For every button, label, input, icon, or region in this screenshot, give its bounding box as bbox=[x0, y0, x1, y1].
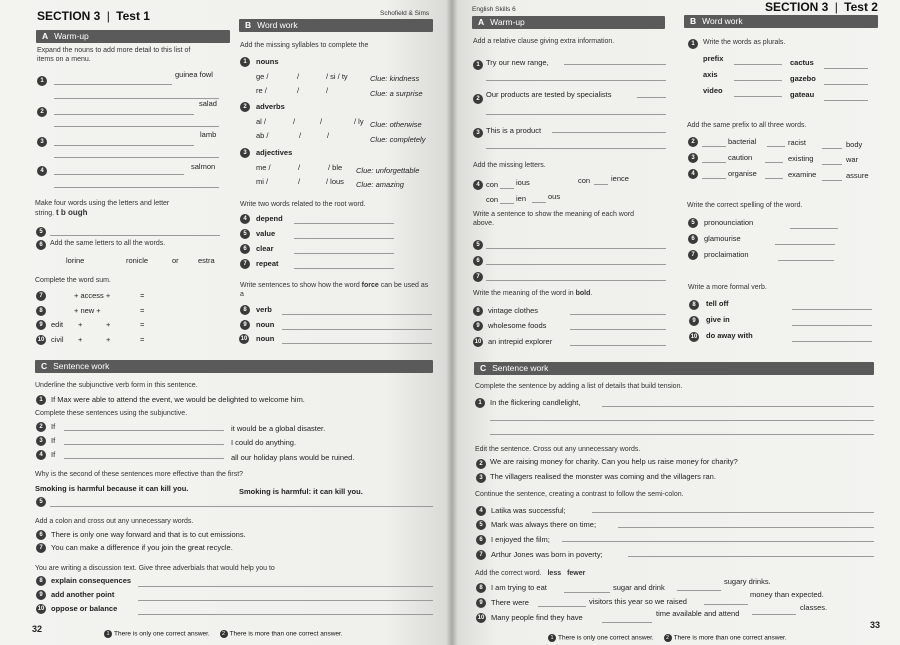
answer-line[interactable] bbox=[822, 164, 842, 165]
question-number: 6 bbox=[688, 234, 698, 244]
clue: Clue: kindness bbox=[370, 74, 420, 83]
answer-line[interactable] bbox=[532, 202, 546, 203]
clause-stem: This is a product bbox=[486, 126, 542, 135]
answer-line[interactable] bbox=[564, 592, 610, 593]
example-sentence: Smoking is harmful because it can kill you. bbox=[35, 484, 189, 493]
question-number: 10 bbox=[37, 606, 45, 612]
answer-line[interactable] bbox=[54, 114, 194, 115]
sentence-part: classes. bbox=[800, 603, 828, 612]
sentence-end: all our holiday plans would be ruined. bbox=[231, 453, 355, 462]
contrast-instruction: Continue the sentence, creating a contrast to follow the semi-colon. bbox=[475, 491, 684, 498]
syllable: / bbox=[298, 177, 301, 186]
clause-stem: Our products are tested by specialists bbox=[486, 90, 612, 99]
example-sentence: Smoking is harmful: it can kill you. bbox=[239, 487, 363, 496]
answer-line[interactable] bbox=[734, 64, 782, 65]
question-number: 2 bbox=[473, 94, 483, 104]
question-number: 4 bbox=[688, 169, 698, 179]
category-label: nouns bbox=[256, 57, 279, 66]
question-number: 3 bbox=[688, 153, 698, 163]
question-number: 7 bbox=[240, 259, 250, 269]
syllable: / bbox=[299, 131, 302, 140]
answer-line[interactable] bbox=[824, 68, 868, 69]
question-number: 2 bbox=[37, 107, 47, 117]
edit-sentence[interactable]: We are raising money for charity. Can you help us raise money for charity? bbox=[490, 457, 738, 466]
bold-phrase: wholesome foods bbox=[488, 321, 547, 330]
answer-line[interactable] bbox=[64, 430, 224, 431]
syllable: al / bbox=[256, 117, 267, 126]
question-number: 3 bbox=[37, 137, 47, 147]
answer-line[interactable] bbox=[486, 248, 666, 249]
plural-word: cactus bbox=[790, 58, 814, 67]
syllable: / lous bbox=[326, 177, 344, 186]
prefix-word: examine bbox=[788, 170, 817, 179]
answer-line[interactable] bbox=[538, 606, 586, 607]
word-part: con bbox=[578, 176, 591, 185]
edit-sentence[interactable]: The villagers realised the monster was coming and the villagers ran. bbox=[490, 472, 716, 481]
adverbial-purpose: oppose or balance bbox=[51, 604, 118, 613]
answer-line[interactable] bbox=[564, 64, 666, 65]
question-number: 9 bbox=[240, 320, 250, 330]
answer-line[interactable] bbox=[677, 590, 721, 591]
question-number: 9 bbox=[476, 598, 486, 608]
question-number: 8 bbox=[36, 576, 46, 586]
question-number: 9 bbox=[36, 590, 46, 600]
formal-instruction: Write a more formal verb. bbox=[688, 284, 767, 291]
question-number: 1 bbox=[475, 398, 485, 408]
menu-item: salad bbox=[199, 99, 217, 108]
word-part: con bbox=[486, 180, 499, 189]
question-number: 1 bbox=[36, 395, 46, 405]
word-choice-instruction: Add the correct word. less fewer bbox=[475, 570, 586, 577]
answer-line[interactable] bbox=[500, 188, 514, 189]
warmup-bar: A Warm-up bbox=[472, 16, 665, 29]
plural-word: axis bbox=[703, 70, 718, 79]
multi-answer-icon: 2 bbox=[664, 634, 672, 642]
sentence-end: it would be a global disaster. bbox=[231, 424, 326, 433]
question-number: 6 bbox=[36, 530, 46, 540]
clue: Clue: amazing bbox=[356, 180, 404, 189]
answer-line[interactable] bbox=[138, 600, 433, 601]
plural-word: video bbox=[703, 86, 723, 95]
answer-line[interactable] bbox=[552, 132, 666, 133]
sentence-part: I am trying to eat bbox=[491, 583, 547, 592]
answer-line[interactable] bbox=[294, 253, 394, 254]
one-answer-icon: 1 bbox=[104, 630, 112, 638]
answer-line[interactable] bbox=[824, 100, 868, 101]
prefix-word: caution bbox=[728, 153, 753, 162]
syllable: / bbox=[320, 117, 323, 126]
question-number: 10 bbox=[474, 339, 482, 345]
sentence-part: sugar and drink bbox=[613, 583, 665, 592]
informal-verb: give in bbox=[706, 315, 730, 324]
answer-line[interactable] bbox=[562, 541, 874, 542]
question-number: 7 bbox=[36, 291, 46, 301]
misspelled-word: pronounciation bbox=[704, 218, 754, 227]
contrast-stem: Arthur Jones was born in poverty; bbox=[491, 550, 603, 559]
syllable: ge / bbox=[256, 72, 269, 81]
syllable: re / bbox=[256, 86, 267, 95]
if-word: If bbox=[51, 450, 56, 459]
answer-line[interactable] bbox=[824, 84, 868, 85]
answer-line[interactable] bbox=[628, 556, 874, 557]
plural-word: prefix bbox=[703, 54, 724, 63]
sentence-part: Many people find they have bbox=[491, 613, 583, 622]
answer-line[interactable] bbox=[778, 260, 834, 261]
word-part: ience bbox=[611, 174, 629, 183]
book-title: English Skills 6 bbox=[472, 6, 516, 13]
tension-instruction: Complete the sentence by adding a list of details that build tension. bbox=[475, 383, 683, 390]
informal-verb: do away with bbox=[706, 331, 753, 340]
word-sum-root: edit bbox=[51, 320, 64, 329]
answer-line[interactable] bbox=[138, 586, 433, 587]
root-word: clear bbox=[256, 244, 274, 253]
answer-line[interactable] bbox=[702, 162, 726, 163]
sentence-bar: C Sentence work bbox=[35, 360, 433, 373]
question-number: 7 bbox=[473, 272, 483, 282]
syllable: / si / ty bbox=[326, 72, 348, 81]
word-fragment: or bbox=[172, 256, 179, 265]
answer-line[interactable] bbox=[618, 527, 874, 528]
question-number: 10 bbox=[240, 336, 248, 342]
colon-sentence[interactable]: You can make a difference if you join the great recycle. bbox=[51, 543, 233, 552]
misspelled-word: proclaimation bbox=[704, 250, 749, 259]
edit-instruction: Edit the sentence. Cross out any unnecessary words. bbox=[475, 446, 641, 453]
answer-line[interactable] bbox=[54, 157, 219, 158]
answer-line[interactable] bbox=[602, 622, 652, 623]
question-number: 9 bbox=[473, 321, 483, 331]
colon-instruction: Add a colon and cross out any unnecessary words. bbox=[35, 518, 194, 525]
syllable: mi / bbox=[256, 177, 269, 186]
question-number: 3 bbox=[473, 128, 483, 138]
answer-line[interactable] bbox=[637, 97, 666, 98]
page-number: 32 bbox=[32, 624, 43, 634]
question-number: 8 bbox=[473, 306, 483, 316]
menu-item: salmon bbox=[191, 162, 216, 171]
discussion-instruction: You are writing a discussion text. Give three adverbials that would help you to bbox=[35, 565, 275, 572]
answer-line[interactable] bbox=[765, 178, 783, 179]
syllable: ab / bbox=[256, 131, 269, 140]
page-number: 33 bbox=[870, 620, 881, 630]
question-number: 4 bbox=[37, 166, 47, 176]
syllable: / bbox=[326, 86, 329, 95]
meaning-instruction: Write a sentence to show the meaning of each word above. bbox=[473, 211, 634, 227]
answer-line[interactable] bbox=[294, 238, 394, 239]
answer-line[interactable] bbox=[702, 146, 726, 147]
answer-line[interactable] bbox=[50, 235, 220, 236]
question-number: 2 bbox=[688, 137, 698, 147]
answer-line[interactable] bbox=[50, 506, 433, 507]
answer-line[interactable] bbox=[54, 126, 219, 127]
word-part: ious bbox=[516, 178, 530, 187]
answer-line[interactable] bbox=[54, 187, 219, 188]
root-word: value bbox=[256, 229, 276, 238]
word-sum-root: civil bbox=[51, 335, 64, 344]
author-label: Schofield & Sims bbox=[380, 10, 430, 17]
answer-line[interactable] bbox=[64, 444, 224, 445]
question-number: 9 bbox=[689, 316, 699, 326]
answer-line[interactable] bbox=[54, 98, 219, 99]
wordwork-bar: B Word work bbox=[239, 19, 433, 32]
answer-line[interactable] bbox=[570, 314, 666, 315]
question-number: 4 bbox=[476, 506, 486, 516]
syllable: me / bbox=[256, 163, 271, 172]
equals-sign: = bbox=[140, 320, 145, 329]
prefix-word: racist bbox=[788, 138, 806, 147]
question-number: 7 bbox=[476, 550, 486, 560]
question-number: 7 bbox=[36, 543, 46, 553]
answer-line[interactable] bbox=[490, 420, 874, 421]
warmup-instruction: Expand the nouns to add more detail to this list of items on a menu. bbox=[37, 47, 191, 63]
category-label: adjectives bbox=[256, 148, 293, 157]
answer-line[interactable] bbox=[486, 114, 666, 115]
plus-sign: + bbox=[78, 320, 83, 329]
question-number: 8 bbox=[240, 305, 250, 315]
question-number: 6 bbox=[476, 535, 486, 545]
relative-clause-instruction: Add a relative clause giving extra information. bbox=[473, 38, 615, 45]
answer-line[interactable] bbox=[822, 180, 842, 181]
syllable: / bbox=[297, 86, 300, 95]
force-instruction: Write sentences to show how the word force can be used as a bbox=[240, 282, 429, 298]
answer-line[interactable] bbox=[790, 228, 838, 229]
question-number: 10 bbox=[37, 337, 45, 343]
sentence-part: time available and attend bbox=[656, 609, 740, 618]
answer-line[interactable] bbox=[602, 406, 874, 407]
tension-stem: In the flickering candlelight, bbox=[490, 398, 581, 407]
answer-line[interactable] bbox=[64, 458, 224, 459]
prefix-word: existing bbox=[788, 154, 814, 163]
answer-line[interactable] bbox=[734, 80, 782, 81]
question-number: 1 bbox=[37, 76, 47, 86]
clue: Clue: completely bbox=[370, 135, 426, 144]
answer-line[interactable] bbox=[486, 80, 666, 81]
question-number: 5 bbox=[476, 520, 486, 530]
answer-line[interactable] bbox=[294, 223, 394, 224]
prefix-word: organise bbox=[728, 169, 757, 178]
prefix-word: assure bbox=[846, 171, 869, 180]
syllable: / bbox=[293, 117, 296, 126]
answer-line[interactable] bbox=[282, 329, 432, 330]
question-number: 3 bbox=[36, 436, 46, 446]
syllable: / ly bbox=[354, 117, 364, 126]
section-title: SECTION 3 | Test 2 bbox=[765, 0, 878, 14]
adverbial-purpose: add another point bbox=[51, 590, 115, 599]
question-number: 5 bbox=[473, 240, 483, 250]
question-number: 5 bbox=[36, 497, 46, 507]
prefix-word: body bbox=[846, 140, 863, 149]
missing-letters-instruction: Add the missing letters. bbox=[473, 162, 546, 169]
question-number: 2 bbox=[240, 102, 250, 112]
question-number: 5 bbox=[36, 227, 46, 237]
answer-line[interactable] bbox=[570, 329, 666, 330]
answer-line[interactable] bbox=[294, 268, 394, 269]
plural-word: gazebo bbox=[790, 74, 816, 83]
misspelled-word: glamourise bbox=[704, 234, 741, 243]
word-form: noun bbox=[256, 320, 275, 329]
answer-line[interactable] bbox=[54, 84, 172, 85]
word-fragment: lorine bbox=[66, 256, 85, 265]
question-number: 3 bbox=[476, 473, 486, 483]
informal-verb: tell off bbox=[706, 299, 729, 308]
equals-sign: = bbox=[140, 291, 145, 300]
if-word: If bbox=[51, 422, 56, 431]
plus-sign: + bbox=[78, 335, 83, 344]
contrast-stem: Mark was always there on time; bbox=[491, 520, 597, 529]
question-number: 4 bbox=[473, 180, 483, 190]
footer-key: 1 There is only one correct answer. 2 There is more than one correct answer. bbox=[104, 630, 343, 638]
word-sum: + access + bbox=[74, 291, 111, 300]
sentence-part: sugary drinks. bbox=[724, 577, 771, 586]
if-word: If bbox=[51, 436, 56, 445]
question-number: 1 bbox=[688, 39, 698, 49]
colon-sentence[interactable]: There is only one way forward and that is to cut emissions. bbox=[51, 530, 246, 539]
book-spine bbox=[446, 0, 458, 645]
answer-line[interactable] bbox=[282, 343, 432, 344]
root-word: repeat bbox=[256, 259, 279, 268]
word-part: ien bbox=[516, 194, 527, 203]
answer-line[interactable] bbox=[570, 345, 666, 346]
menu-item: guinea fowl bbox=[175, 70, 213, 79]
prefix-word: war bbox=[846, 155, 859, 164]
question-number: 6 bbox=[240, 244, 250, 254]
sentence-end: I could do anything. bbox=[231, 438, 297, 447]
sentence-bar: C Sentence work bbox=[474, 362, 874, 375]
syllable: / ble bbox=[328, 163, 343, 172]
answer-line[interactable] bbox=[702, 178, 726, 179]
clue: Clue: otherwise bbox=[370, 120, 422, 129]
one-answer-icon: 1 bbox=[548, 634, 556, 642]
question-number: 3 bbox=[240, 148, 250, 158]
plus-sign: + bbox=[106, 335, 111, 344]
answer-line[interactable] bbox=[490, 434, 874, 435]
clue: Clue: unforgettable bbox=[356, 166, 420, 175]
question-number: 1 bbox=[473, 60, 483, 70]
wordwork-bar: B Word work bbox=[684, 15, 878, 28]
letters-instruction: Make four words using the letters and letter string. t b ough bbox=[35, 200, 170, 217]
answer-line[interactable] bbox=[500, 203, 514, 204]
adverbial-purpose: explain consequences bbox=[51, 576, 132, 585]
section-title: SECTION 3 | Test 1 bbox=[37, 9, 150, 23]
root-instruction: Write two words related to the root word. bbox=[240, 201, 366, 208]
syllables-instruction: Add the missing syllables to complete the bbox=[240, 42, 369, 49]
answer-line[interactable] bbox=[54, 174, 184, 175]
question-number: 2 bbox=[36, 422, 46, 432]
word-part: ous bbox=[548, 192, 561, 201]
answer-line[interactable] bbox=[775, 244, 835, 245]
prefix-word: bacterial bbox=[728, 137, 757, 146]
answer-line[interactable] bbox=[792, 309, 872, 310]
answer-line[interactable] bbox=[734, 96, 782, 97]
syllable: / bbox=[297, 72, 300, 81]
question-number: 10 bbox=[690, 334, 698, 340]
contrast-stem: Latika was successful; bbox=[491, 506, 566, 515]
sentence-part: visitors this year so we raised bbox=[589, 597, 687, 606]
answer-line[interactable] bbox=[592, 512, 874, 513]
question-number: 4 bbox=[240, 214, 250, 224]
answer-line[interactable] bbox=[486, 148, 666, 149]
answer-line[interactable] bbox=[486, 280, 666, 281]
question-number: 9 bbox=[36, 320, 46, 330]
multi-answer-icon: 2 bbox=[220, 630, 228, 638]
question-number: 5 bbox=[240, 229, 250, 239]
why-instruction: Why is the second of these sentences more effective than the first? bbox=[35, 471, 244, 478]
root-word: depend bbox=[256, 214, 283, 223]
question-number: 5 bbox=[688, 218, 698, 228]
syllable: / bbox=[298, 163, 301, 172]
word-fragment: estra bbox=[198, 256, 215, 265]
word-sum: + new + bbox=[74, 306, 101, 315]
word-fragment: ronicle bbox=[126, 256, 149, 265]
answer-line[interactable] bbox=[282, 314, 432, 315]
answer-line[interactable] bbox=[486, 264, 666, 265]
answer-line[interactable] bbox=[752, 614, 796, 615]
equals-sign: = bbox=[140, 335, 145, 344]
question-number: 8 bbox=[476, 583, 486, 593]
plural-word: gateau bbox=[790, 90, 815, 99]
question-number: 1 bbox=[240, 57, 250, 67]
question-number: 6 bbox=[36, 240, 46, 250]
complete-instruction: Complete these sentences using the subjunctive. bbox=[35, 410, 188, 417]
answer-line[interactable] bbox=[792, 325, 872, 326]
right-page bbox=[452, 0, 900, 645]
plurals-instruction: Write the words as plurals. bbox=[703, 39, 786, 46]
question-number: 10 bbox=[477, 615, 485, 621]
category-label: adverbs bbox=[256, 102, 285, 111]
same-letters-instruction: Add the same letters to all the words. bbox=[50, 240, 166, 247]
answer-line[interactable] bbox=[765, 162, 783, 163]
contrast-stem: I enjoyed the film; bbox=[491, 535, 550, 544]
question-number: 6 bbox=[473, 256, 483, 266]
word-sum-instruction: Complete the word sum. bbox=[35, 277, 111, 284]
question-number: 8 bbox=[689, 300, 699, 310]
prefix-instruction: Add the same prefix to all three words. bbox=[687, 122, 807, 129]
equals-sign: = bbox=[140, 306, 145, 315]
subjunctive-sentence[interactable]: If Max were able to attend the event, we would be delighted to welcome him. bbox=[51, 395, 305, 404]
question-number: 4 bbox=[36, 450, 46, 460]
answer-line[interactable] bbox=[704, 604, 748, 605]
clause-stem: Try our new range, bbox=[486, 58, 549, 67]
bold-phrase: vintage clothes bbox=[488, 306, 539, 315]
question-number: 8 bbox=[36, 306, 46, 316]
clue: Clue: a surprise bbox=[370, 89, 423, 98]
menu-item: lamb bbox=[200, 130, 217, 139]
answer-line[interactable] bbox=[822, 148, 842, 149]
answer-line[interactable] bbox=[54, 145, 194, 146]
word-form: verb bbox=[256, 305, 272, 314]
answer-line[interactable] bbox=[594, 184, 608, 185]
syllable: / bbox=[327, 131, 330, 140]
footer-key: 1 There is only one correct answer. 2 There is more than one correct answer. bbox=[548, 634, 787, 642]
question-number: 7 bbox=[688, 250, 698, 260]
bold-phrase: an intrepid explorer bbox=[488, 337, 553, 346]
word-part: con bbox=[486, 195, 499, 204]
subjunctive-instruction: Underline the subjunctive verb form in this sentence. bbox=[35, 382, 198, 389]
answer-line[interactable] bbox=[138, 614, 433, 615]
question-number: 2 bbox=[476, 459, 486, 469]
answer-line[interactable] bbox=[792, 341, 872, 342]
sentence-part: money than expected. bbox=[750, 590, 824, 599]
bold-meaning-instruction: Write the meaning of the word in bold. bbox=[473, 290, 593, 297]
spelling-instruction: Write the correct spelling of the word. bbox=[687, 202, 803, 209]
word-form: noun bbox=[256, 334, 275, 343]
answer-line[interactable] bbox=[767, 146, 785, 147]
warmup-bar: A Warm-up bbox=[36, 30, 230, 43]
plus-sign: + bbox=[106, 320, 111, 329]
sentence-part: There were bbox=[491, 598, 529, 607]
